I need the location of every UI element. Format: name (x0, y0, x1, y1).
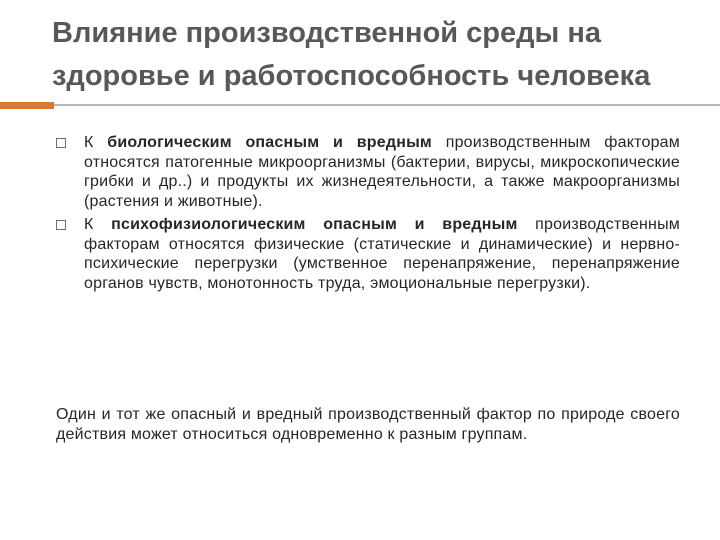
slide-title: Влияние производственной среды на здоровье и работоспособность человека (52, 17, 651, 92)
summary-paragraph: Один и тот же опасный и вредный производственный фактор по природе своего действия может относиться одновременно к разным группам. (56, 406, 680, 443)
bullet-item-psychophysiological (56, 215, 680, 293)
bullet-bold-term: биологическим опасным и вредным (107, 134, 432, 151)
checkbox-bullet-icon (56, 138, 66, 148)
bullet-text (84, 215, 680, 293)
bullet-prefix: К (84, 134, 108, 151)
title-divider (54, 104, 720, 106)
bullet-rest: производственным факторам относятся физические (статические и динамические) и нервно-психические перегрузки (умственное перенапряжение, перенапряжение органов чувств, монотонность труда, эмоциональные перегрузки). (84, 216, 680, 292)
bullet-rest: производственным факторам относятся патогенные микроорганизмы (бактерии, вирусы, микроскопические грибки и др..) и продукты их жизнедеятельности, а также макроорганизмы (растения и животные). (84, 134, 680, 210)
bullet-text (84, 133, 680, 211)
bullet-item-biological (56, 133, 680, 211)
checkbox-bullet-icon (56, 220, 66, 230)
bullet-prefix: К (84, 216, 112, 233)
title-accent-bar (0, 102, 54, 109)
bullet-list (56, 133, 680, 297)
bullet-bold-term: психофизиологическим опасным и вредным (111, 216, 518, 233)
